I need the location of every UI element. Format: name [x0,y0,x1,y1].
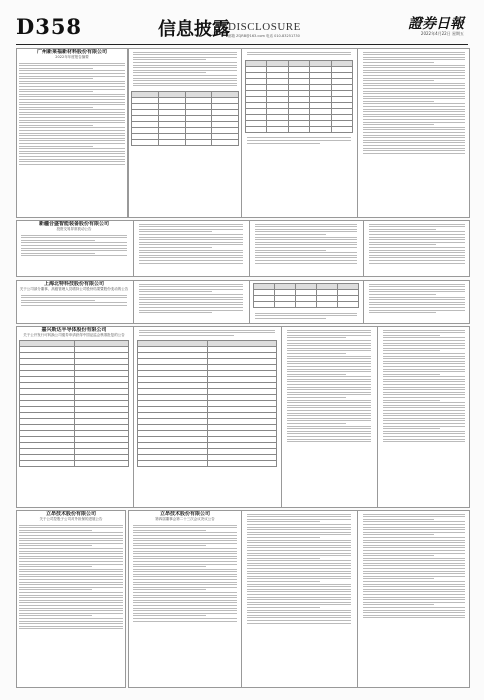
text-column [253,221,359,276]
notice-block-1 [16,48,128,218]
section-title: 信息披露 [158,19,230,40]
header-rule [16,44,468,45]
notice-header [19,221,129,276]
notice-title: 广州新莱福新材料股份有限公司 [36,49,107,55]
notice-header [131,511,239,687]
notice-subtitle: 关于公开发行可转换公司债券申请获得中国证监会核准批复的公告 [23,333,125,337]
page-number: D358 [16,14,83,39]
section-title-en: DISCLOSURE [228,21,301,33]
text-column [285,327,373,507]
notice-header [19,281,129,323]
text-column [137,327,277,507]
data-table [19,340,129,467]
text-column [245,49,353,217]
text-column [381,327,467,507]
data-table [245,60,353,133]
notice-subtitle: 2022年年度报告摘要 [55,55,89,59]
notice-block-2 [16,220,470,277]
masthead [16,14,468,42]
notice-subtitle: 关于公司控股子公司对外担保的进展公告 [39,517,103,521]
notice-subtitle: 第四届董事会第二十三次会议决议公告 [155,517,215,521]
notice-header [19,327,129,507]
text-column [245,511,353,687]
notice-block-5 [16,510,126,688]
text-column [131,49,239,217]
text-column [253,281,359,323]
notice-title: 立昂技术股份有限公司 [159,511,210,517]
data-table [137,340,277,467]
notice-block-1-cont [128,48,470,218]
text-column [137,221,245,276]
text-column [361,511,467,687]
contact-line: 邮箱 ZQRB@163.com 电话 010-83251730 [228,34,300,38]
notice-subtitle: 关于公司部分董事、高级管理人员增持公司股份结果暨股份变动的公告 [19,287,129,291]
notice-title: 嘉兴斯达半导体股份有限公司 [41,327,107,333]
notice-block-6 [128,510,470,688]
notice-block-4 [16,326,470,508]
text-column [137,281,245,323]
notice-body [17,60,127,167]
text-column [367,281,467,323]
text-column [367,221,467,276]
data-table [131,91,239,146]
notice-subtitle: 投资交易异常波动公告 [56,227,92,231]
data-table [253,283,359,308]
issue-date: 2022年4月22日 星期五 [420,31,464,36]
notice-block-3 [16,280,470,324]
notice-title: 立昂技术股份有限公司 [45,511,96,517]
notice-title: 新疆合盛智能装备股份有限公司 [38,221,109,227]
newspaper-logo: 證券日報 [408,16,464,32]
text-column [361,49,467,217]
notice-title: 上海北特科技股份有限公司 [43,281,104,287]
